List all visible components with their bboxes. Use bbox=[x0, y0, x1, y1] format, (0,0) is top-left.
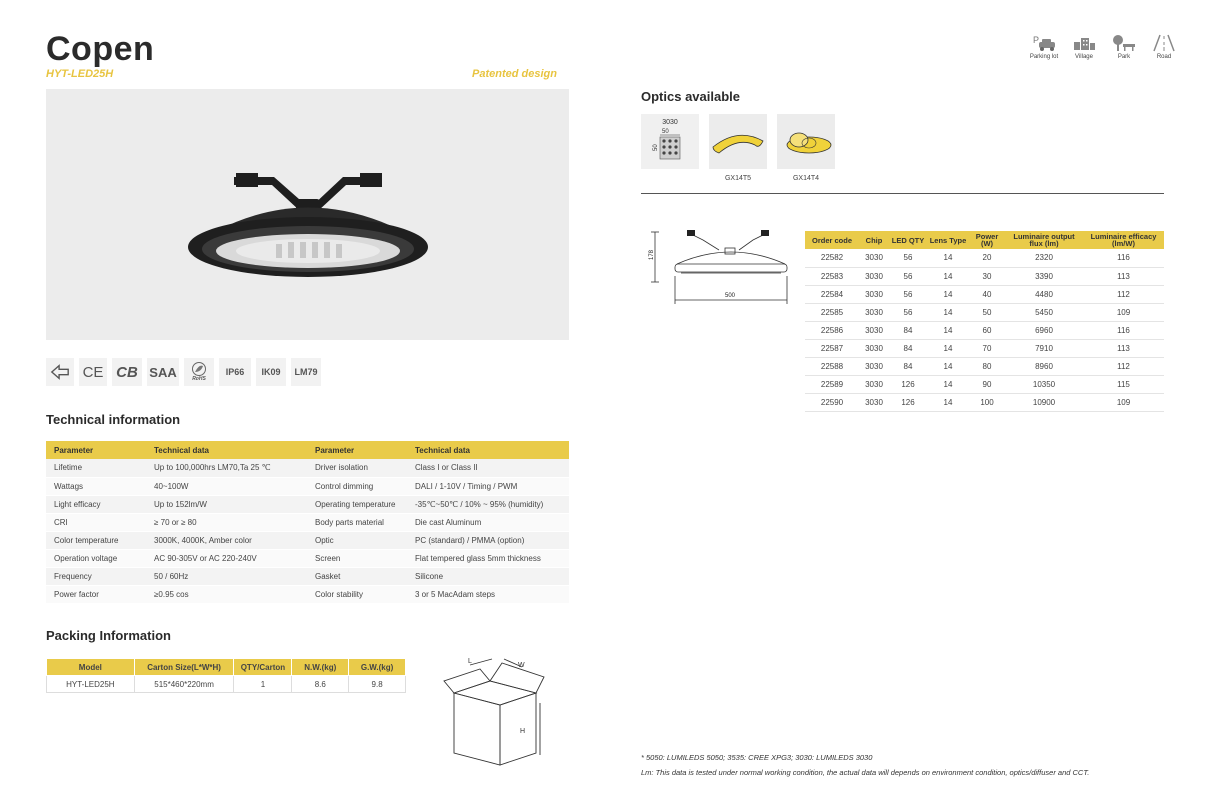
ip66-mark: IP66 bbox=[219, 358, 251, 386]
cell: 20 bbox=[969, 249, 1005, 267]
cell: 7910 bbox=[1005, 339, 1083, 357]
cell: Optic bbox=[307, 531, 407, 549]
cell: Gasket bbox=[307, 567, 407, 585]
app-label: Road bbox=[1156, 54, 1172, 60]
tech-info-title: Technical information bbox=[46, 412, 181, 427]
cell: Frequency bbox=[46, 567, 146, 585]
cell: Color temperature bbox=[46, 531, 146, 549]
column-header: Luminaire output flux (lm) bbox=[1005, 231, 1083, 249]
parking-lot-icon bbox=[1031, 34, 1057, 52]
cell: 515*460*220mm bbox=[134, 676, 234, 693]
optic-gx14t5 bbox=[709, 114, 767, 182]
cell: 14 bbox=[927, 303, 969, 321]
dual-arrow-certification-icon bbox=[46, 358, 74, 386]
cell: Light efficacy bbox=[46, 495, 146, 513]
table-row bbox=[805, 303, 1164, 321]
table-row bbox=[805, 321, 1164, 339]
model-number: HYT-LED25H bbox=[46, 68, 114, 80]
cell: 3030 bbox=[859, 375, 889, 393]
cell: 3030 bbox=[859, 249, 889, 267]
cell: 14 bbox=[927, 321, 969, 339]
cell: 1 bbox=[234, 676, 292, 693]
column-header: Power (W) bbox=[969, 231, 1005, 249]
cell: 22584 bbox=[805, 285, 859, 303]
column-header: N.W.(kg) bbox=[292, 659, 349, 676]
cell: 14 bbox=[927, 285, 969, 303]
app-label: Parking lot bbox=[1029, 54, 1059, 60]
optic-chip-label: 3030 bbox=[662, 119, 678, 126]
app-road bbox=[1148, 34, 1180, 60]
cell: Body parts material bbox=[307, 513, 407, 531]
cell: HYT-LED25H bbox=[47, 676, 135, 693]
cell: 90 bbox=[969, 375, 1005, 393]
certification-row bbox=[46, 358, 321, 388]
gx14t5-beam-image bbox=[709, 114, 767, 169]
carton-box-diagram bbox=[440, 655, 550, 770]
cell: 84 bbox=[889, 339, 927, 357]
order-code-table bbox=[805, 231, 1164, 412]
luminaire-image bbox=[46, 89, 569, 340]
optics-title: Optics available bbox=[641, 89, 740, 104]
cb-mark: CB bbox=[112, 358, 142, 386]
cell: Control dimming bbox=[307, 477, 407, 495]
cell: Operation voltage bbox=[46, 549, 146, 567]
cell: 3000K, 4000K, Amber color bbox=[146, 531, 307, 549]
column-header: G.W.(kg) bbox=[349, 659, 406, 676]
cell: 3030 bbox=[859, 321, 889, 339]
cell: CRI bbox=[46, 513, 146, 531]
leaf-icon bbox=[191, 362, 207, 376]
cell: 40~100W bbox=[146, 477, 307, 495]
cell: 30 bbox=[969, 267, 1005, 285]
cell: ≥ 70 or ≥ 80 bbox=[146, 513, 307, 531]
table-row bbox=[805, 267, 1164, 285]
width-dimension: 500 bbox=[725, 293, 736, 299]
height-dimension: 178 bbox=[649, 249, 655, 260]
cell: 4480 bbox=[1005, 285, 1083, 303]
village-icon bbox=[1071, 34, 1097, 52]
table-row bbox=[46, 495, 569, 513]
cell: AC 90-305V or AC 220-240V bbox=[146, 549, 307, 567]
product-title: Copen bbox=[46, 30, 155, 68]
packing-table bbox=[46, 658, 406, 693]
table-row bbox=[46, 585, 569, 603]
cell: 80 bbox=[969, 357, 1005, 375]
patent-label: Patented design bbox=[472, 68, 557, 80]
packing-info-title: Packing Information bbox=[46, 628, 171, 643]
svg-text:50: 50 bbox=[653, 144, 659, 151]
cell: 2320 bbox=[1005, 249, 1083, 267]
cell: 112 bbox=[1083, 357, 1164, 375]
cell: Color stability bbox=[307, 585, 407, 603]
cell: 14 bbox=[927, 249, 969, 267]
cell: 9.8 bbox=[349, 676, 406, 693]
cell: 22590 bbox=[805, 393, 859, 411]
cell: 14 bbox=[927, 339, 969, 357]
park-icon bbox=[1111, 34, 1137, 52]
svg-text:P: P bbox=[1033, 35, 1040, 45]
cell: 3390 bbox=[1005, 267, 1083, 285]
gx14t4-beam-image bbox=[777, 114, 835, 169]
cell: 50 / 60Hz bbox=[146, 567, 307, 585]
tech-info-table bbox=[46, 441, 569, 604]
cell: ≥0.95 cos bbox=[146, 585, 307, 603]
column-header: Lens Type bbox=[927, 231, 969, 249]
cell: 50 bbox=[969, 303, 1005, 321]
column-header: Carton Size(L*W*H) bbox=[134, 659, 234, 676]
lens-beam-icon bbox=[779, 125, 833, 159]
cell: 56 bbox=[889, 267, 927, 285]
cell: -35℃~50℃ / 10% ~ 95% (humidity) bbox=[407, 495, 569, 513]
column-header: Technical data bbox=[146, 441, 307, 459]
svg-text:50: 50 bbox=[662, 129, 669, 135]
column-header: LED QTY bbox=[889, 231, 927, 249]
box-length-label: L bbox=[468, 658, 472, 665]
column-header: Luminaire efficacy (lm/W) bbox=[1083, 231, 1164, 249]
cell: 22583 bbox=[805, 267, 859, 285]
cell: 22585 bbox=[805, 303, 859, 321]
cell: 3030 bbox=[859, 267, 889, 285]
cell: Flat tempered glass 5mm thickness bbox=[407, 549, 569, 567]
cell: 40 bbox=[969, 285, 1005, 303]
cell: 6960 bbox=[1005, 321, 1083, 339]
cell: 14 bbox=[927, 375, 969, 393]
table-row bbox=[46, 531, 569, 549]
boomerang-beam-icon bbox=[711, 127, 765, 157]
cell: 109 bbox=[1083, 393, 1164, 411]
cell: Die cast Aluminum bbox=[407, 513, 569, 531]
table-row bbox=[46, 477, 569, 495]
cell: 116 bbox=[1083, 249, 1164, 267]
table-row bbox=[46, 567, 569, 585]
cell: 56 bbox=[889, 249, 927, 267]
product-photo bbox=[46, 89, 569, 340]
cell: 3030 bbox=[859, 339, 889, 357]
cell: 5450 bbox=[1005, 303, 1083, 321]
road-icon bbox=[1151, 34, 1177, 52]
cell: PC (standard) / PMMA (option) bbox=[407, 531, 569, 549]
cell: 84 bbox=[889, 321, 927, 339]
cell: Power factor bbox=[46, 585, 146, 603]
cell: 126 bbox=[889, 393, 927, 411]
cell: 14 bbox=[927, 267, 969, 285]
cell: 3030 bbox=[859, 357, 889, 375]
table-row bbox=[805, 393, 1164, 411]
cell: 3030 bbox=[859, 393, 889, 411]
column-header: Model bbox=[47, 659, 135, 676]
cell: 22586 bbox=[805, 321, 859, 339]
cell: Up to 100,000hrs LM70,Ta 25 ℃ bbox=[146, 459, 307, 477]
cell: 14 bbox=[927, 357, 969, 375]
table-row bbox=[47, 676, 406, 693]
cell: 113 bbox=[1083, 267, 1164, 285]
cell: Wattags bbox=[46, 477, 146, 495]
optic-3030 bbox=[641, 114, 699, 182]
cell: 8.6 bbox=[292, 676, 349, 693]
ce-mark: CE bbox=[79, 358, 107, 386]
table-row bbox=[46, 549, 569, 567]
app-label: Village bbox=[1075, 54, 1093, 60]
cell: 84 bbox=[889, 357, 927, 375]
application-icons bbox=[1028, 34, 1180, 60]
footnote-chips: * 5050: LUMILEDS 5050; 3535: CREE XPG3; 3030: LUMILEDS 3030 bbox=[641, 753, 873, 762]
column-header: Order code bbox=[805, 231, 859, 249]
cell: 22582 bbox=[805, 249, 859, 267]
app-parking-lot bbox=[1028, 34, 1060, 60]
cell: 116 bbox=[1083, 321, 1164, 339]
cell: 56 bbox=[889, 303, 927, 321]
table-header-row bbox=[47, 659, 406, 676]
section-divider bbox=[641, 193, 1164, 194]
column-header: Parameter bbox=[307, 441, 407, 459]
table-row bbox=[805, 249, 1164, 267]
cell: Class I or Class II bbox=[407, 459, 569, 477]
cell: Up to 152lm/W bbox=[146, 495, 307, 513]
column-header: Chip bbox=[859, 231, 889, 249]
cell: 126 bbox=[889, 375, 927, 393]
lm79-mark: LM79 bbox=[291, 358, 321, 386]
cell: 3030 bbox=[859, 303, 889, 321]
cell: 115 bbox=[1083, 375, 1164, 393]
saa-mark: SAA bbox=[147, 358, 179, 386]
cell: 14 bbox=[927, 393, 969, 411]
led-grid-icon bbox=[648, 126, 692, 162]
table-header-row bbox=[46, 441, 569, 459]
column-header: QTY/Carton bbox=[234, 659, 292, 676]
cell: 56 bbox=[889, 285, 927, 303]
table-header-row bbox=[805, 231, 1164, 249]
footnote-lm: Lm: This data is tested under normal working condition, the actual data will depends on environment condition, optics/diffuser and CCT. bbox=[641, 768, 1090, 777]
cell: 22589 bbox=[805, 375, 859, 393]
cell: Lifetime bbox=[46, 459, 146, 477]
cell: 10900 bbox=[1005, 393, 1083, 411]
optic-label: GX14T4 bbox=[792, 175, 820, 182]
table-row bbox=[46, 459, 569, 477]
cell: 22587 bbox=[805, 339, 859, 357]
cell: 10350 bbox=[1005, 375, 1083, 393]
cell: Screen bbox=[307, 549, 407, 567]
cell: 100 bbox=[969, 393, 1005, 411]
cell: Driver isolation bbox=[307, 459, 407, 477]
table-row bbox=[46, 513, 569, 531]
table-row bbox=[805, 375, 1164, 393]
cell: DALI / 1-10V / Timing / PWM bbox=[407, 477, 569, 495]
optic-gx14t4 bbox=[777, 114, 835, 182]
box-height-label: H bbox=[520, 728, 526, 735]
dimension-drawing bbox=[641, 226, 791, 308]
app-village bbox=[1068, 34, 1100, 60]
order-table-body bbox=[805, 249, 1164, 411]
table-row bbox=[805, 357, 1164, 375]
cell: 3 or 5 MacAdam steps bbox=[407, 585, 569, 603]
led-module-image bbox=[641, 114, 699, 169]
cell: 70 bbox=[969, 339, 1005, 357]
cell: Operating temperature bbox=[307, 495, 407, 513]
cell: Silicone bbox=[407, 567, 569, 585]
cell: 3030 bbox=[859, 285, 889, 303]
cell: 60 bbox=[969, 321, 1005, 339]
table-row bbox=[805, 339, 1164, 357]
cell: 109 bbox=[1083, 303, 1164, 321]
ik09-mark: IK09 bbox=[256, 358, 286, 386]
column-header: Technical data bbox=[407, 441, 569, 459]
optic-label: GX14T5 bbox=[724, 175, 752, 182]
rohs-mark: RoHS bbox=[184, 358, 214, 386]
box-width-label: W bbox=[518, 662, 525, 669]
table-row bbox=[805, 285, 1164, 303]
optics-list bbox=[641, 114, 835, 182]
cell: 113 bbox=[1083, 339, 1164, 357]
app-label: Park bbox=[1117, 54, 1131, 60]
cell: 8960 bbox=[1005, 357, 1083, 375]
cell: 22588 bbox=[805, 357, 859, 375]
app-park bbox=[1108, 34, 1140, 60]
cell: 112 bbox=[1083, 285, 1164, 303]
column-header: Parameter bbox=[46, 441, 146, 459]
